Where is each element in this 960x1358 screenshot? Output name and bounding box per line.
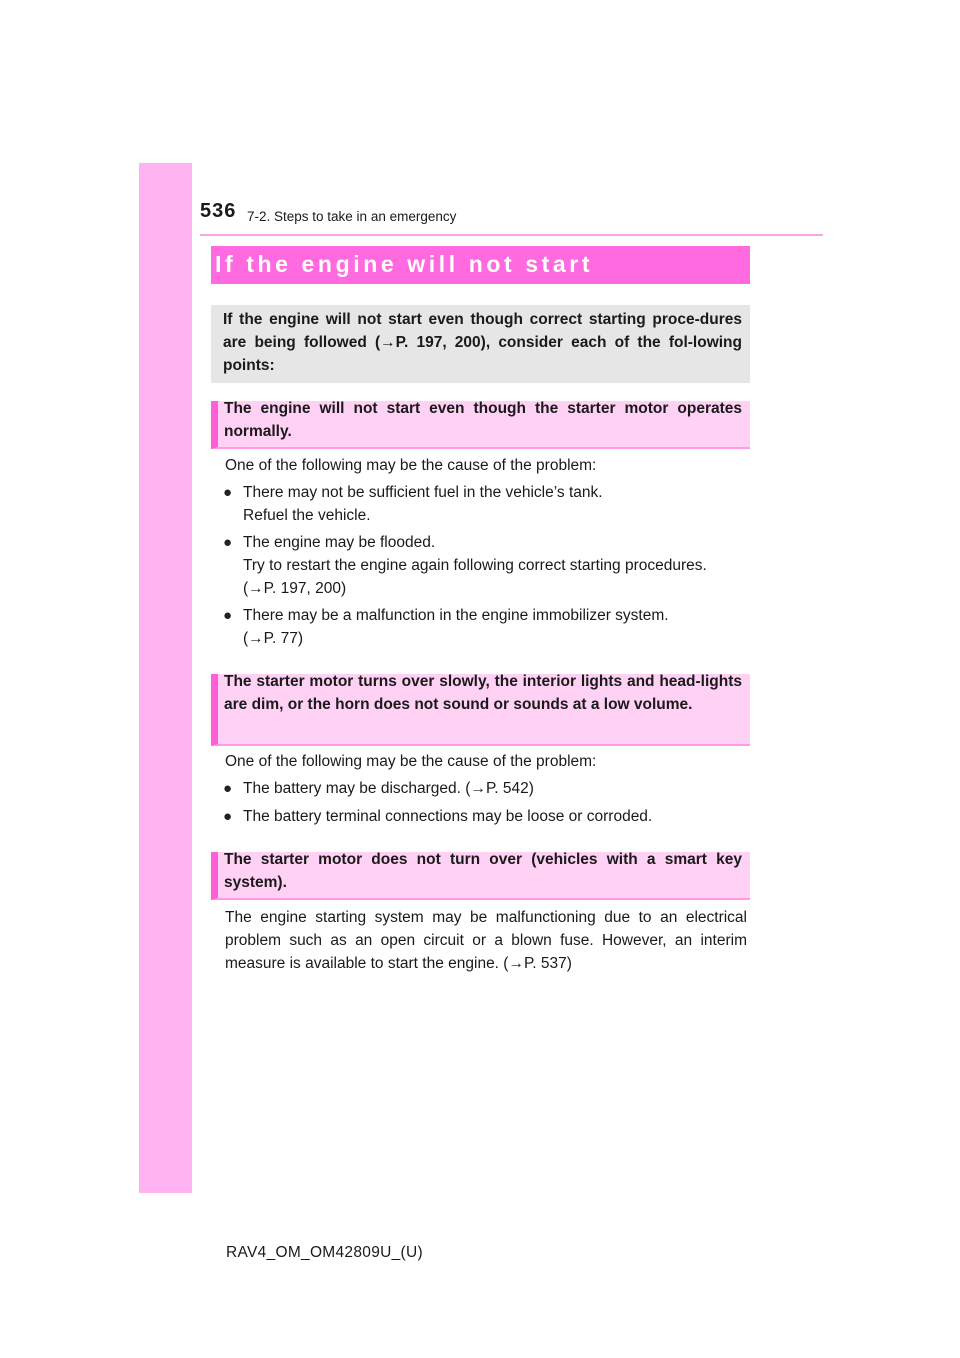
page-title-bar [211, 246, 750, 284]
bullet-icon: ● [223, 780, 233, 797]
lead-text: One of the following may be the cause of the problem: [225, 753, 597, 770]
page-number: 536 [200, 200, 237, 222]
subheading-text: The engine will not start even though the starter motor operates normally. [224, 400, 742, 440]
page-reference: (→P. 77) [243, 630, 304, 647]
bullet-line: Try to restart the engine again following correct starting procedures. [243, 557, 707, 574]
bullet-line: The battery terminal connections may be loose or corroded. [243, 808, 653, 825]
body-paragraph: The engine starting system may be malfunctioning due to an electrical problem such as an open circuit or a blown fuse. However, an interim measure is available to start the engine. (→P. 537) [225, 909, 747, 972]
page-header [200, 200, 823, 236]
section-label: 7-2. Steps to take in an emergency [247, 209, 457, 224]
bullet-icon: ● [223, 607, 233, 624]
subheading-text: The starter motor does not turn over (vehicles with a smart key system). [224, 851, 742, 891]
subheading-starter-slow [211, 674, 750, 746]
subheading-starter-no-turn [211, 852, 750, 900]
side-tab-strip [139, 163, 192, 1193]
bullet-line: The battery may be discharged. (→P. 542) [243, 780, 534, 797]
intro-box: If the engine will not start even though correct starting proce-dures are being followed (→P. 197, 200), consider each of the fol-lowing points: [211, 305, 750, 383]
bullet-line: The engine may be flooded. [243, 534, 436, 551]
bullet-line: There may not be sufficient fuel in the vehicle’s tank. [243, 484, 603, 501]
subheading-text: The starter motor turns over slowly, the interior lights and head-lights are dim, or the horn does not sound or sounds at a low volume. [224, 673, 742, 713]
document-code: RAV4_OM_OM42809U_(U) [226, 1244, 423, 1261]
subheading-starter-normal [211, 401, 750, 449]
bullet-icon: ● [223, 484, 233, 501]
page-title: If the engine will not start [215, 251, 594, 277]
bullet-line: Refuel the vehicle. [243, 507, 371, 524]
lead-text: One of the following may be the cause of the problem: [225, 457, 597, 474]
bullet-line: There may be a malfunction in the engine immobilizer system. [243, 607, 669, 624]
bullet-icon: ● [223, 808, 233, 825]
bullet-icon: ● [223, 534, 233, 551]
page-reference: (→P. 197, 200) [243, 580, 347, 597]
